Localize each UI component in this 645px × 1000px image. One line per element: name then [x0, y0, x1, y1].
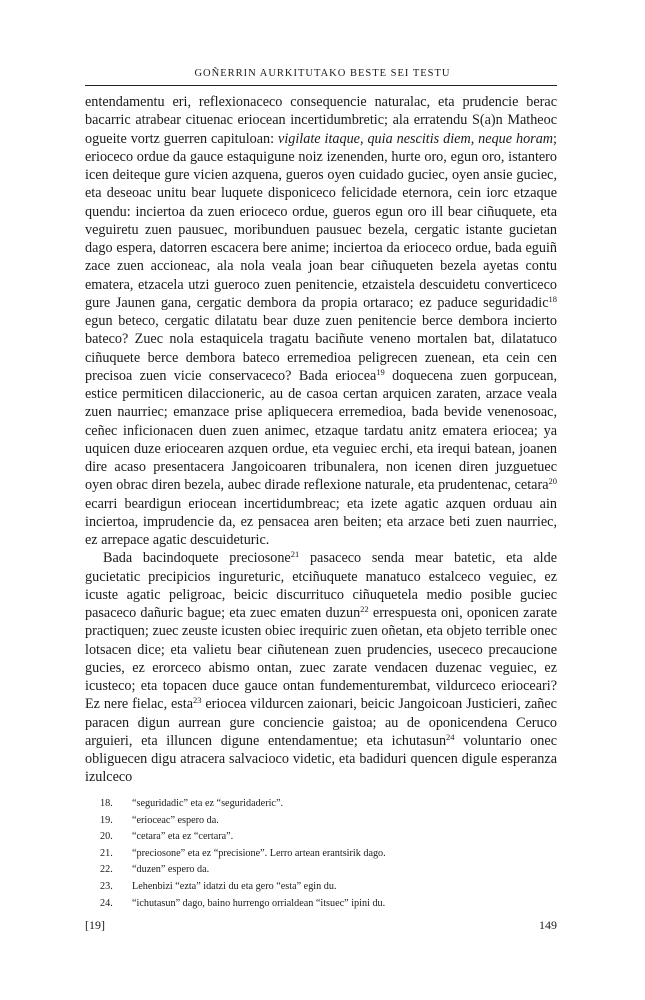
footnote-ref: 21 [290, 549, 300, 560]
page-number: 149 [539, 918, 557, 932]
footnote [100, 813, 560, 830]
footnote [100, 879, 560, 896]
footnote [100, 829, 560, 846]
footnote-ref: 18 [548, 293, 557, 304]
footnote [100, 862, 560, 879]
footnote-text: “erioceac” espero da. [132, 814, 219, 826]
text-run: pasaceco senda mear batetic, eta alde gucietatic precipicios ingureturic, etciñuquete manatuco estalceco veguiec, ez icuste agatic peligroac, beicic discurrituco ciñuquetela medio posible guciec pasaceco dañuric bague; eta zuec ematen duzun [85, 550, 557, 621]
folio-left: [19] [85, 918, 105, 932]
footnote [100, 796, 560, 813]
text-run: doquecena zuen gorpucean, estice permiticen dilaccioneric, au de casoa certan arquicen zaraten, arzace veala zuen naurriec; emanzace prise apliquecera erremedioa, bada bevide venenosoac, ceñec inficionacen duen zuen animec, etzaque tardatu anitz ematera eriocea; ya uquicen duze eriocearen azquen ordue, eta veguiec erchi, eta irequi batean, joanen dire acaso presentacera Jangoicoaren tribunalera, non icenen diren juzguetuec oyen obrac diren bezela, aubec dirade reflexione naturale, eta prudentenac, cetara [85, 367, 557, 494]
footnote-number: 24. [100, 897, 113, 909]
running-header: GOÑERRIN AURKITUTAKO BESTE SEI TESTU [194, 68, 451, 79]
footnote-ref: 19 [376, 366, 385, 377]
latin-quote: vigilate itaque, quia nescitis diem, neque horam [278, 130, 554, 147]
footnote-text: “seguridadic” eta ez “seguridaderic”. [132, 798, 284, 809]
text-run: errespuesta oni, oponicen zarate practiquen; zuec zeuste icusten obiec irequiric zuen oñetan, eta objeto terrible onec lotsacen dice; eta valietu bear ciñutenean zuen prudencies, usececo precaucione gucies, ez erorceco abismo ontan, zuec zarate vendacen duzenac veguiec, ez icusteco; eta topacen duce gauce ontan fundementurembat, vildurceco erioceari? Ez nere fielac, esta [85, 605, 557, 713]
text-run: ecarri beardigun eriocean incertidumbreac; eta izete agatic azquen orduau ain inciertoa, imprudencie da, ez pensacea aren beiten; eta arzace beti zuen naurriec, ez arrepace agatic descuideturic. [85, 495, 557, 548]
text-run: eriocea vildurcen zaionari, beicic Jangoicoan Justicieri, zañec paracen digun aurrean gure conciencie gaistoa; au de oponicendena Ceruco arguieri, eta illuncen digune entendamentue; eta ichutasun [85, 696, 557, 749]
footnote [100, 896, 560, 913]
paragraph [85, 93, 557, 549]
footnote-text: “cetara” eta ez “certara”. [132, 831, 234, 843]
footnote-number: 22. [100, 864, 113, 876]
footnote-ref: 23 [193, 695, 202, 706]
header-rule [85, 85, 557, 86]
footnote-text: “preciosone” eta ez “precisione”. Lerro artean erantsirik dago. [132, 847, 386, 859]
footnote-ref: 22 [360, 604, 369, 614]
footnote-number: 23. [100, 880, 113, 892]
footnote [100, 846, 560, 863]
footnotes [100, 796, 560, 912]
text-run: voluntario onec obliguecen digu atracera salvacioco videtic, eta badiduri quencen digule esperanza izulceco [85, 732, 557, 786]
text-run: egun beteco, cergatic dilatatu bear duze zuen penitencie berce dembora incierto bateco? Zuec nola estaquicela tragatu baciñute veneno mortalen bat, dilatatuco ciñuquete berce dembora bateco erremedioa peligrecen zuenean, eta cein cen precisoa zuen vicie conservaceco? Bada eriocea [85, 313, 557, 384]
footnote-ref: 24 [446, 731, 455, 742]
body-text [85, 93, 557, 787]
footnote-text: Lehenbizi “ezta” idatzi du eta gero “esta” egin du. [132, 880, 337, 892]
text-run: ; erioceco ordue da gauce estaquigune noiz izenenden, hurte oro, egun oro, istantero icen deiteque gure vicien azquena, gueros oyen cuidado guciec, oyen ansie guciec, eta deseoac unitu bear luquete disponiceco felicidade eternora, cein iorc etzaque quendu: inciertoa da zuen erioceco ordue, gueros egun oro ill bear ciñuquete, eta veguiretu zuen pausuec, moribunduen pausuec bezela, cergatic istante gucietan dago espera, datorren escacera bere anime; inciertoa da erioceco ordue, bada eguiñ zace zuen accioneac, ala nola veala joan bear ciñuqueten bezela ayetas contu ematera, etzacela utzi gueroco zuen penitencie, etzaistela descuidetu converticeco gure Jaunen gana, cergatic dembora da propia ortaraco; ez paduce seguridadic [85, 130, 557, 311]
footnote-text: “ichutasun” dago, baino hurrengo orrialdean “itsuec” ipini du. [132, 897, 386, 909]
footnote-number: 21. [100, 847, 113, 859]
paragraph [85, 549, 557, 786]
footnote-number: 18. [100, 798, 113, 809]
footnote-number: 19. [100, 814, 113, 826]
footnote-text: “duzen” espero da. [132, 864, 210, 876]
text-run: entendamentu eri, reflexionaceco consequencie naturalac, eta prudencie berac bacarric atrabear cituenac eriocean incertidumbretic; ala erratendu S(a)n Matheoc ogueite vortz guerren capituloan: [85, 94, 557, 147]
footnote-number: 20. [100, 831, 113, 843]
footnote-ref: 20 [548, 476, 557, 487]
text-run: Bada bacindoquete preciosone [103, 550, 291, 567]
